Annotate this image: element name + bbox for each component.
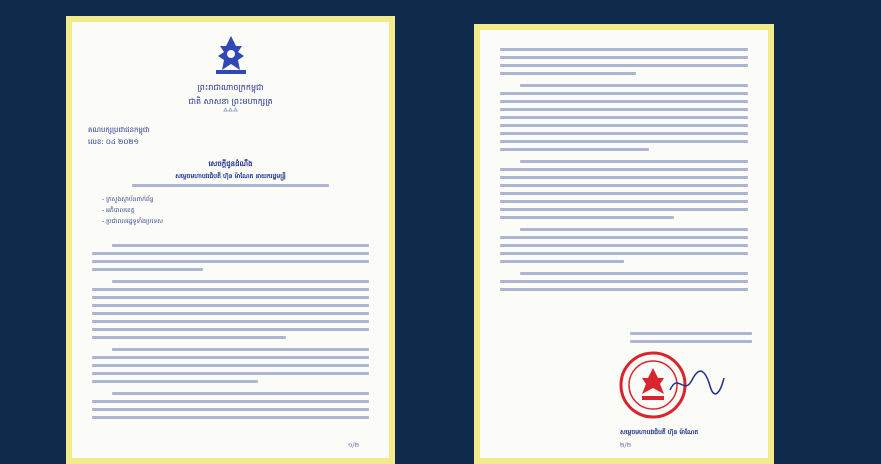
subtitle-lines	[132, 184, 329, 192]
page-number: ១/២	[347, 442, 359, 449]
motto-line: ជាតិ សាសនា ព្រះមហាក្សត្រ	[188, 97, 273, 106]
kingdom-line: ព្រះរាជាណាចក្រកម្ពុជា	[197, 83, 264, 92]
royal-emblem-icon	[208, 34, 254, 76]
document-subtitle: សម្តេចមហាបវរធិបតី ហ៊ុន ម៉ាណែត នាយករដ្ឋមន្ត្រី	[175, 173, 286, 180]
signer-name: សម្តេចមហាបវរធិបតី ហ៊ុន ម៉ាណែត	[620, 429, 699, 436]
body-text-page-1	[92, 244, 369, 424]
reference-number: លេខ: ០៤ ២០២១	[88, 138, 139, 146]
recipient-item: - ប្រជាពលរដ្ឋទូទាំងប្រទេស	[102, 218, 163, 225]
document-page-1: ព្រះរាជាណាចក្រកម្ពុជា ជាតិ សាសនា ព្រះមហាក្សត្រ ⁂⁂⁂ គណបក្សប្រជាជនកម្ពុជា លេខ: ០៤ ២០២១ សេចក្តីជូនដំណឹង សម្តេចមហាបវរធិបតី ហ៊ុន ម៉ាណែត នាយករដ្ឋមន្ត្រី - ក្រសួងស្ថាប័នពាក់ព័ន្ធ - អភិបាលខេត្ត - ប្រជាពលរដ្ឋទូទាំងប្រទេស ១/២	[66, 16, 395, 464]
page-number: ២/២	[620, 442, 632, 449]
date-lines	[630, 332, 752, 348]
body-text-page-2	[500, 48, 748, 296]
document-title: សេចក្តីជូនដំណឹង	[208, 160, 253, 168]
document-page-2	[474, 24, 774, 464]
recipient-list	[102, 194, 163, 227]
party-line: គណបក្សប្រជាជនកម្ពុជា	[88, 126, 150, 134]
signature-icon	[666, 368, 726, 398]
recipient-item: - ក្រសួងស្ថាប័នពាក់ព័ន្ធ	[102, 196, 154, 203]
recipient-item: - អភិបាលខេត្ត	[102, 207, 135, 214]
